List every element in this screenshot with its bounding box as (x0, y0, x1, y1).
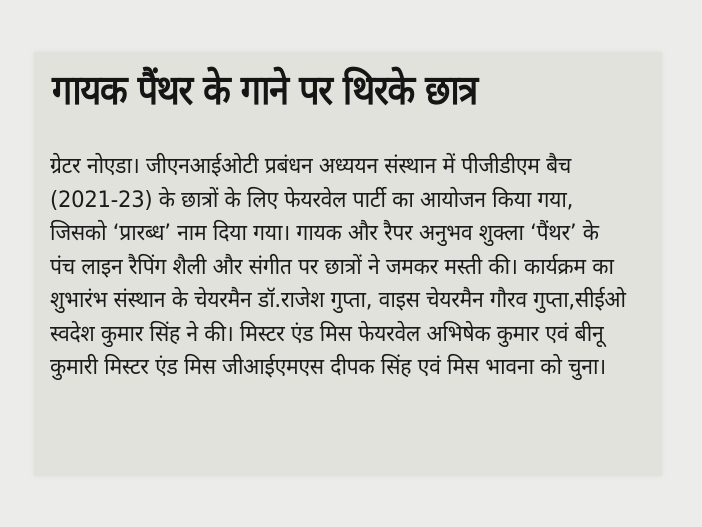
article-line: स्वदेश कुमार सिंह ने की। मिस्टर एंड मिस फेयरवेल अभिषेक कुमार एवं बीनू (50, 320, 604, 347)
article-line: जिसको ‘प्रारब्ध’ नाम दिया गया। गायक और रैपर अनुभव शुक्ला ‘पैंथर’ के (50, 220, 599, 246)
article-line: कुमारी मिस्टर एंड मिस जीआईएमएस दीपक सिंह एवं मिस भावना को चुना। (50, 354, 606, 380)
headline: गायक पैंथर के गाने पर थिरके छात्र (52, 66, 477, 114)
article-line: शुभारंभ संस्थान के चेयरमैन डॉ.राजेश गुप्ता, वाइस चेयरमैन गौरव गुप्ता,सीईओ (50, 287, 626, 313)
newspaper-clipping (34, 52, 662, 476)
article-body (50, 150, 654, 385)
article-line: ग्रेटर नोएडा। जीएनआईओटी प्रबंधन अध्ययन संस्थान में पीजीडीएम बैच (50, 153, 572, 179)
article-line: पंच लाइन रैपिंग शैली और संगीत पर छात्रों ने जमकर मस्ती की। कार्यक्रम का (50, 253, 614, 280)
article-line: (2021-23) के छात्रों के लिए फेयरवेल पार्टी का आयोजन किया गया, (50, 186, 574, 213)
